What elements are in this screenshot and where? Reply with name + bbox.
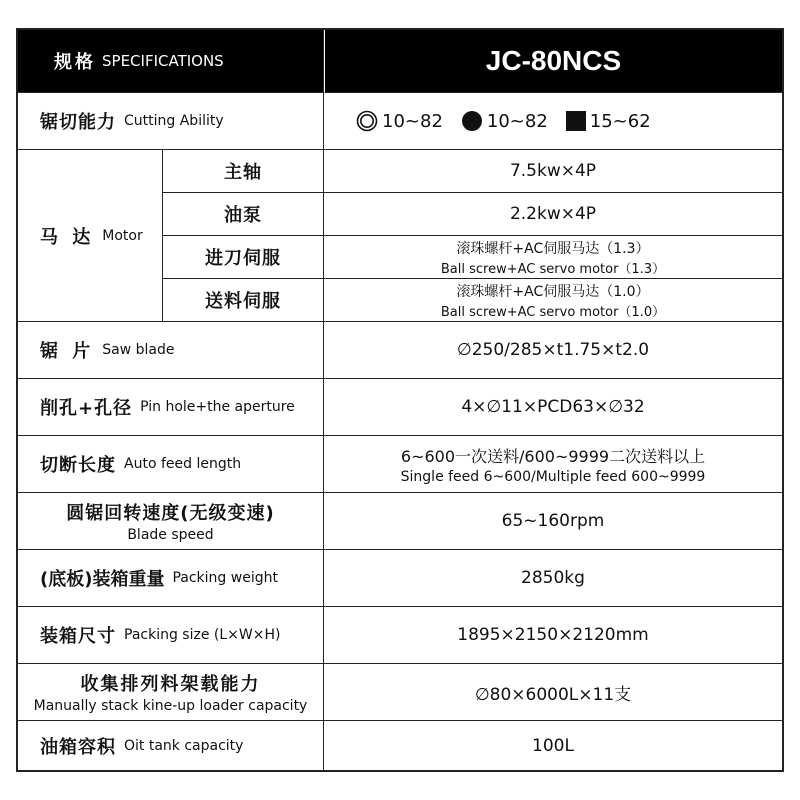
header-spec-cell [18, 30, 324, 93]
packing-size-label-zh: 装箱尺寸 [40, 626, 116, 647]
pin-hole-label-cell [18, 379, 324, 436]
feed-length-label-en: Auto feed length [124, 456, 242, 472]
packing-weight-label-en: Packing weight [172, 570, 278, 586]
loader-label-zh: 收集排列料架载能力 [80, 674, 261, 695]
material-servo-value-en: Ball screw+AC servo motor（1.0） [440, 304, 666, 320]
feed-servo-label-cell [163, 236, 324, 279]
feed-servo-value-en: Ball screw+AC servo motor（1.3） [440, 261, 666, 277]
feed-length-label-zh: 切断长度 [40, 455, 116, 476]
blade-speed-value: 65~160rpm [501, 511, 605, 531]
packing-weight-value: 2850kg [521, 568, 585, 588]
round-bar-icon [461, 110, 483, 132]
packing-size-label-en: Packing size (L×W×H) [124, 627, 281, 643]
header-spec-en: SPECIFICATIONS [102, 52, 224, 70]
saw-blade-label-en: Saw blade [102, 342, 175, 358]
saw-blade-value: ∅250/285×t1.75×t2.0 [456, 340, 650, 360]
blade-speed-label-en: Blade speed [127, 527, 214, 543]
tube-range: 10~82 [382, 110, 443, 132]
oil-tank-value: 100L [532, 735, 574, 756]
pin-hole-value-cell [324, 379, 782, 436]
blade-speed-label-zh: 圆锯回转速度(无级变速) [66, 503, 275, 524]
spec-table [16, 28, 784, 772]
spindle-label: 主轴 [224, 162, 262, 183]
feed-length-value-zh: 6~600一次送料/600~9999二次送料以上 [400, 446, 706, 466]
material-servo-label-cell [163, 279, 324, 322]
packing-size-value-cell [324, 607, 782, 664]
blade-speed-value-cell [324, 493, 782, 550]
feed-servo-value-cell [324, 236, 782, 279]
feed-length-value-en: Single feed 6~600/Multiple feed 600~9999 [400, 468, 706, 485]
tube-icon [356, 110, 378, 132]
saw-blade-label-cell [18, 322, 324, 379]
saw-blade-value-cell [324, 322, 782, 379]
square-bar-icon [566, 111, 586, 131]
feed-length-value-cell [324, 436, 782, 493]
loader-value-cell [324, 664, 782, 721]
feed-servo-value-zh: 滚珠螺杆+AC伺服马达（1.3） [456, 240, 650, 257]
header-spec-zh: 规格 [54, 52, 96, 73]
model-name: JC-80NCS [485, 45, 622, 76]
cutting-ability-label-cell [18, 93, 324, 150]
packing-size-value: 1895×2150×2120mm [457, 625, 649, 645]
spindle-label-cell [163, 150, 324, 193]
motor-label-en: Motor [102, 227, 143, 244]
square-range: 15~62 [589, 110, 651, 132]
round-range: 10~82 [486, 110, 548, 132]
material-servo-label: 送料伺服 [205, 291, 281, 312]
pump-value-cell [324, 193, 782, 236]
spindle-value: 7.5kw×4P [509, 161, 597, 181]
oil-tank-value-cell [324, 721, 782, 770]
spindle-value-cell [324, 150, 782, 193]
loader-label-en: Manually stack kine-up loader capacity [33, 698, 308, 714]
material-servo-value-cell [324, 279, 782, 322]
motor-label-zh: 马 达 [40, 226, 95, 248]
oil-tank-label-zh: 油箱容积 [40, 736, 116, 758]
packing-weight-label-zh: (底板)装箱重量 [40, 569, 165, 590]
loader-value: ∅80×6000L×11支 [474, 684, 632, 705]
cutting-ability-value-cell [324, 93, 782, 150]
oil-tank-label-en: Oit tank capacity [124, 737, 244, 754]
header-model-cell [324, 30, 782, 93]
feed-servo-label: 进刀伺服 [205, 248, 281, 269]
pump-label: 油泵 [224, 205, 262, 226]
pin-hole-label-en: Pin hole+the aperture [140, 399, 295, 415]
oil-tank-label-cell [18, 721, 324, 770]
cutting-ability-label-zh: 锯切能力 [40, 112, 116, 133]
motor-label-cell [18, 150, 163, 322]
blade-speed-label-cell [18, 493, 324, 550]
material-servo-value-zh: 滚珠螺杆+AC伺服马达（1.0） [456, 283, 650, 300]
loader-label-cell [18, 664, 324, 721]
pin-hole-label-zh: 削孔+孔径 [40, 398, 133, 419]
cutting-ability-label-en: Cutting Ability [124, 113, 224, 129]
feed-length-label-cell [18, 436, 324, 493]
pin-hole-value: 4×∅11×PCD63×∅32 [461, 397, 645, 417]
packing-weight-value-cell [324, 550, 782, 607]
pump-value: 2.2kw×4P [509, 204, 597, 224]
pump-label-cell [163, 193, 324, 236]
packing-weight-label-cell [18, 550, 324, 607]
saw-blade-label-zh: 锯 片 [40, 341, 95, 362]
packing-size-label-cell [18, 607, 324, 664]
